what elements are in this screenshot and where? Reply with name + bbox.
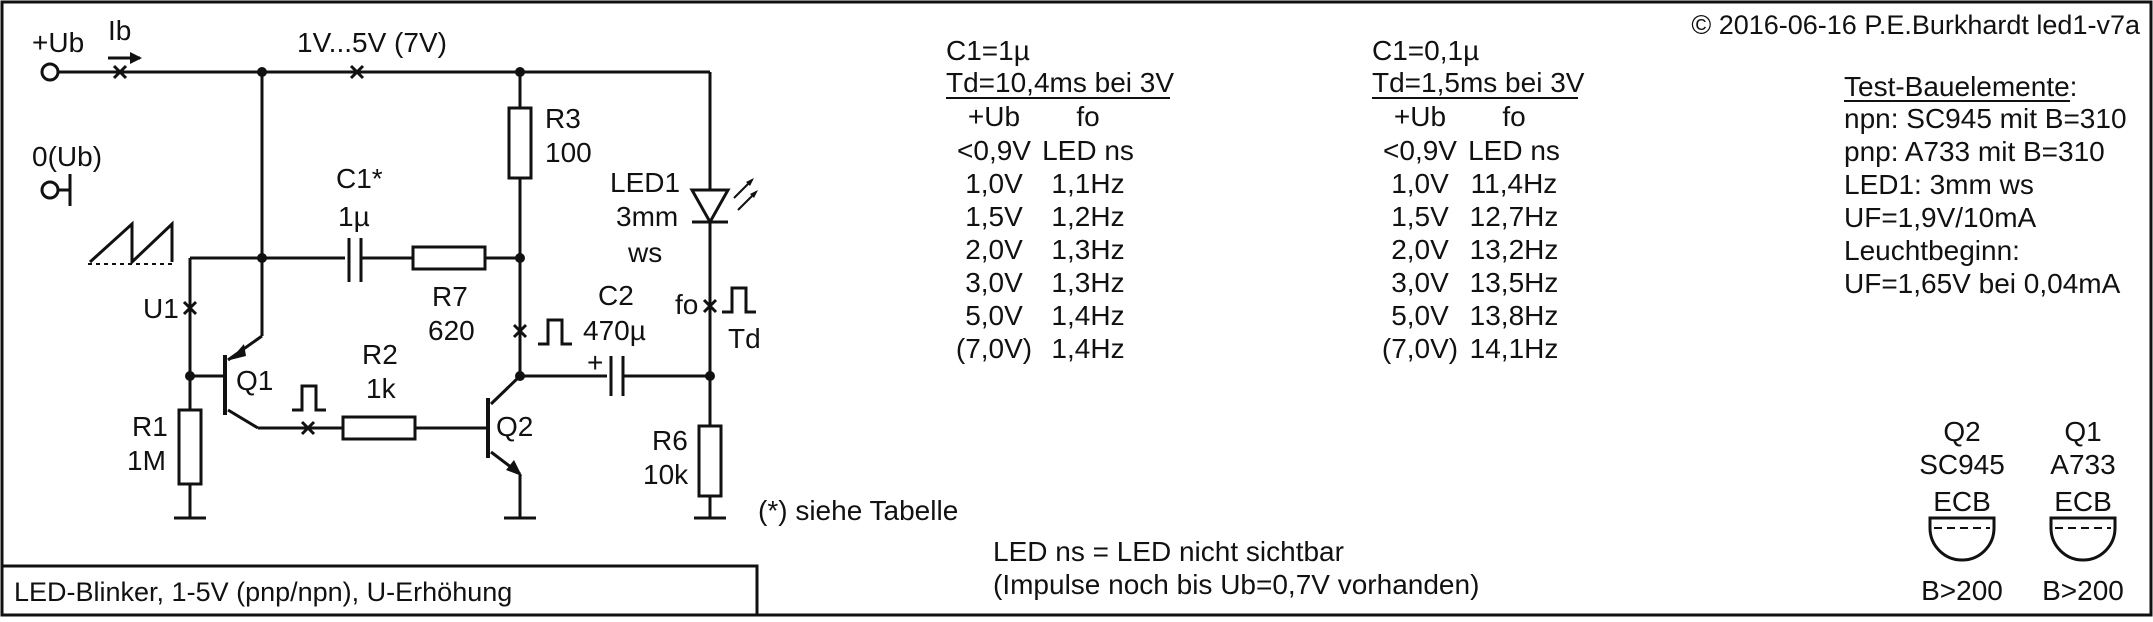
- td-label: Td: [728, 323, 761, 354]
- u1-label: U1: [143, 293, 179, 324]
- table-c1-1u: [946, 35, 1174, 364]
- q2-label: Q2: [496, 411, 534, 442]
- test-parts-title: Test-Bauelemente:: [1844, 71, 2078, 102]
- sawtooth-icon: [90, 224, 172, 262]
- voltage-range-label: 1V...5V (7V): [297, 27, 447, 58]
- q1-emitter: [228, 336, 262, 360]
- pulse-icon-fo: [722, 288, 756, 312]
- table2-cell: 13,2Hz: [1469, 234, 1559, 265]
- r1-name: R1: [132, 411, 168, 442]
- table1-cell: 1,0V: [965, 168, 1023, 199]
- r1-resistor: [179, 410, 201, 484]
- r7-value: 620: [428, 315, 475, 346]
- table2-td: Td=1,5ms bei 3V: [1372, 67, 1585, 98]
- table1-c-value: C1=1µ: [946, 35, 1030, 66]
- q2-emitter-arrow: [506, 460, 522, 476]
- table2-cell: (7,0V): [1381, 333, 1459, 364]
- supply-label: +Ub: [32, 27, 85, 58]
- table1-cell: 1,2Hz: [1051, 201, 1125, 232]
- table2-cell: 3,0V: [1391, 267, 1449, 298]
- table-c1-0u1: [1372, 35, 1585, 364]
- table1-td: Td=10,4ms bei 3V: [946, 67, 1175, 98]
- table1-cell: LED ns: [1042, 135, 1134, 166]
- table2-cell: 13,5Hz: [1469, 267, 1559, 298]
- led1-size: 3mm: [616, 201, 679, 232]
- package-q2-gain: B>200: [1921, 575, 2003, 606]
- package-q1: [2042, 416, 2124, 606]
- package-q2-name: Q2: [1943, 416, 1981, 447]
- package-q2: [1919, 416, 2005, 606]
- q1-emitter-arrow: [230, 344, 246, 360]
- r1-value: 1M: [127, 445, 166, 476]
- note-line-2: (Impulse noch bis Ub=0,7V vorhanden): [993, 569, 1480, 600]
- c1-value: 1µ: [338, 201, 370, 232]
- led1-name: LED1: [610, 167, 681, 198]
- test-parts-line: UF=1,65V bei 0,04mA: [1844, 268, 2121, 299]
- table1-cell: (7,0V): [955, 333, 1033, 364]
- ground-label: 0(Ub): [32, 141, 103, 172]
- c2-name: C2: [598, 280, 634, 311]
- table2-cell: <0,9V: [1383, 135, 1457, 166]
- r3-resistor: [509, 108, 531, 178]
- table2-cell: 5,0V: [1391, 300, 1449, 331]
- current-label: Ib: [108, 15, 132, 46]
- table2-cell: 14,1Hz: [1469, 333, 1559, 364]
- table1-cell: <0,9V: [957, 135, 1031, 166]
- r2-name: R2: [362, 339, 398, 370]
- table1-cell: 1,1Hz: [1051, 168, 1125, 199]
- r6-value: 10k: [643, 459, 689, 490]
- to92-package-icon: [2051, 518, 2115, 560]
- circuit: [32, 15, 958, 526]
- q1-collector: [228, 410, 258, 428]
- table1-cell: 2,0V: [965, 234, 1023, 265]
- package-q2-type: SC945: [1919, 449, 2005, 480]
- led1-color: ws: [628, 237, 663, 268]
- r3-name: R3: [545, 103, 581, 134]
- r7-name: R7: [432, 281, 468, 312]
- note-line-1: LED ns = LED nicht sichtbar: [993, 536, 1344, 567]
- package-q1-pins: ECB: [2054, 486, 2112, 517]
- package-q1-type: A733: [2050, 449, 2116, 480]
- supply-terminal: [42, 64, 58, 80]
- test-parts: [1844, 71, 2127, 299]
- table1-header-fo: fo: [1076, 101, 1100, 132]
- r6-resistor: [699, 426, 721, 496]
- to92-package-icon: [1930, 518, 1994, 560]
- pulse-icon-collector: [538, 320, 572, 344]
- r6-name: R6: [652, 425, 688, 456]
- c1-name: C1*: [336, 163, 383, 194]
- table2-c-value: C1=0,1µ: [1372, 35, 1480, 66]
- package-q2-pins: ECB: [1933, 486, 1991, 517]
- table1-cell: 1,4Hz: [1051, 333, 1125, 364]
- test-parts-line: npn: SC945 mit B=310: [1844, 103, 2127, 134]
- footnote: (*) siehe Tabelle: [758, 495, 959, 526]
- table2-cell: 1,5V: [1391, 201, 1449, 232]
- r2-value: 1k: [366, 373, 396, 404]
- package-q1-gain: B>200: [2042, 575, 2124, 606]
- q1-label: Q1: [236, 365, 274, 396]
- table2-cell: 11,4Hz: [1470, 168, 1558, 199]
- test-parts-line: UF=1,9V/10mA: [1844, 202, 2037, 233]
- led1-symbol: [692, 190, 728, 222]
- table1-cell: 1,4Hz: [1051, 300, 1125, 331]
- r2-resistor: [343, 417, 415, 439]
- pulse-icon-q1c: [292, 386, 326, 410]
- fo-label: fo: [675, 289, 699, 320]
- table2-cell: 2,0V: [1391, 234, 1449, 265]
- ground-terminal: [42, 182, 58, 198]
- table1-cell: 1,3Hz: [1051, 267, 1125, 298]
- title-box-text: LED-Blinker, 1-5V (pnp/npn), U-Erhöhung: [14, 577, 513, 607]
- table2-header-ub: +Ub: [1393, 101, 1447, 132]
- table2-cell: 12,7Hz: [1469, 201, 1559, 232]
- current-arrow-head: [130, 52, 142, 64]
- table2-header-fo: fo: [1502, 101, 1526, 132]
- table1-header-ub: +Ub: [967, 101, 1021, 132]
- table1-cell: 3,0V: [965, 267, 1023, 298]
- c2-value: 470µ: [583, 315, 646, 346]
- r7-resistor: [413, 247, 485, 269]
- q2-collector: [491, 376, 520, 404]
- r3-value: 100: [545, 137, 592, 168]
- table1-cell: 5,0V: [965, 300, 1023, 331]
- table2-cell: 13,8Hz: [1469, 300, 1559, 331]
- package-q1-name: Q1: [2064, 416, 2102, 447]
- copyright: © 2016-06-16 P.E.Burkhardt led1-v7a: [1691, 10, 2140, 40]
- c2-polarity: +: [587, 347, 604, 378]
- table2-cell: 1,0V: [1391, 168, 1449, 199]
- table1-cell: 1,3Hz: [1051, 234, 1125, 265]
- table1-cell: 1,5V: [965, 201, 1023, 232]
- test-parts-line: LED1: 3mm ws: [1844, 169, 2034, 200]
- test-parts-line: Leuchtbeginn:: [1844, 235, 2020, 266]
- table2-cell: LED ns: [1468, 135, 1560, 166]
- test-parts-line: pnp: A733 mit B=310: [1844, 136, 2105, 167]
